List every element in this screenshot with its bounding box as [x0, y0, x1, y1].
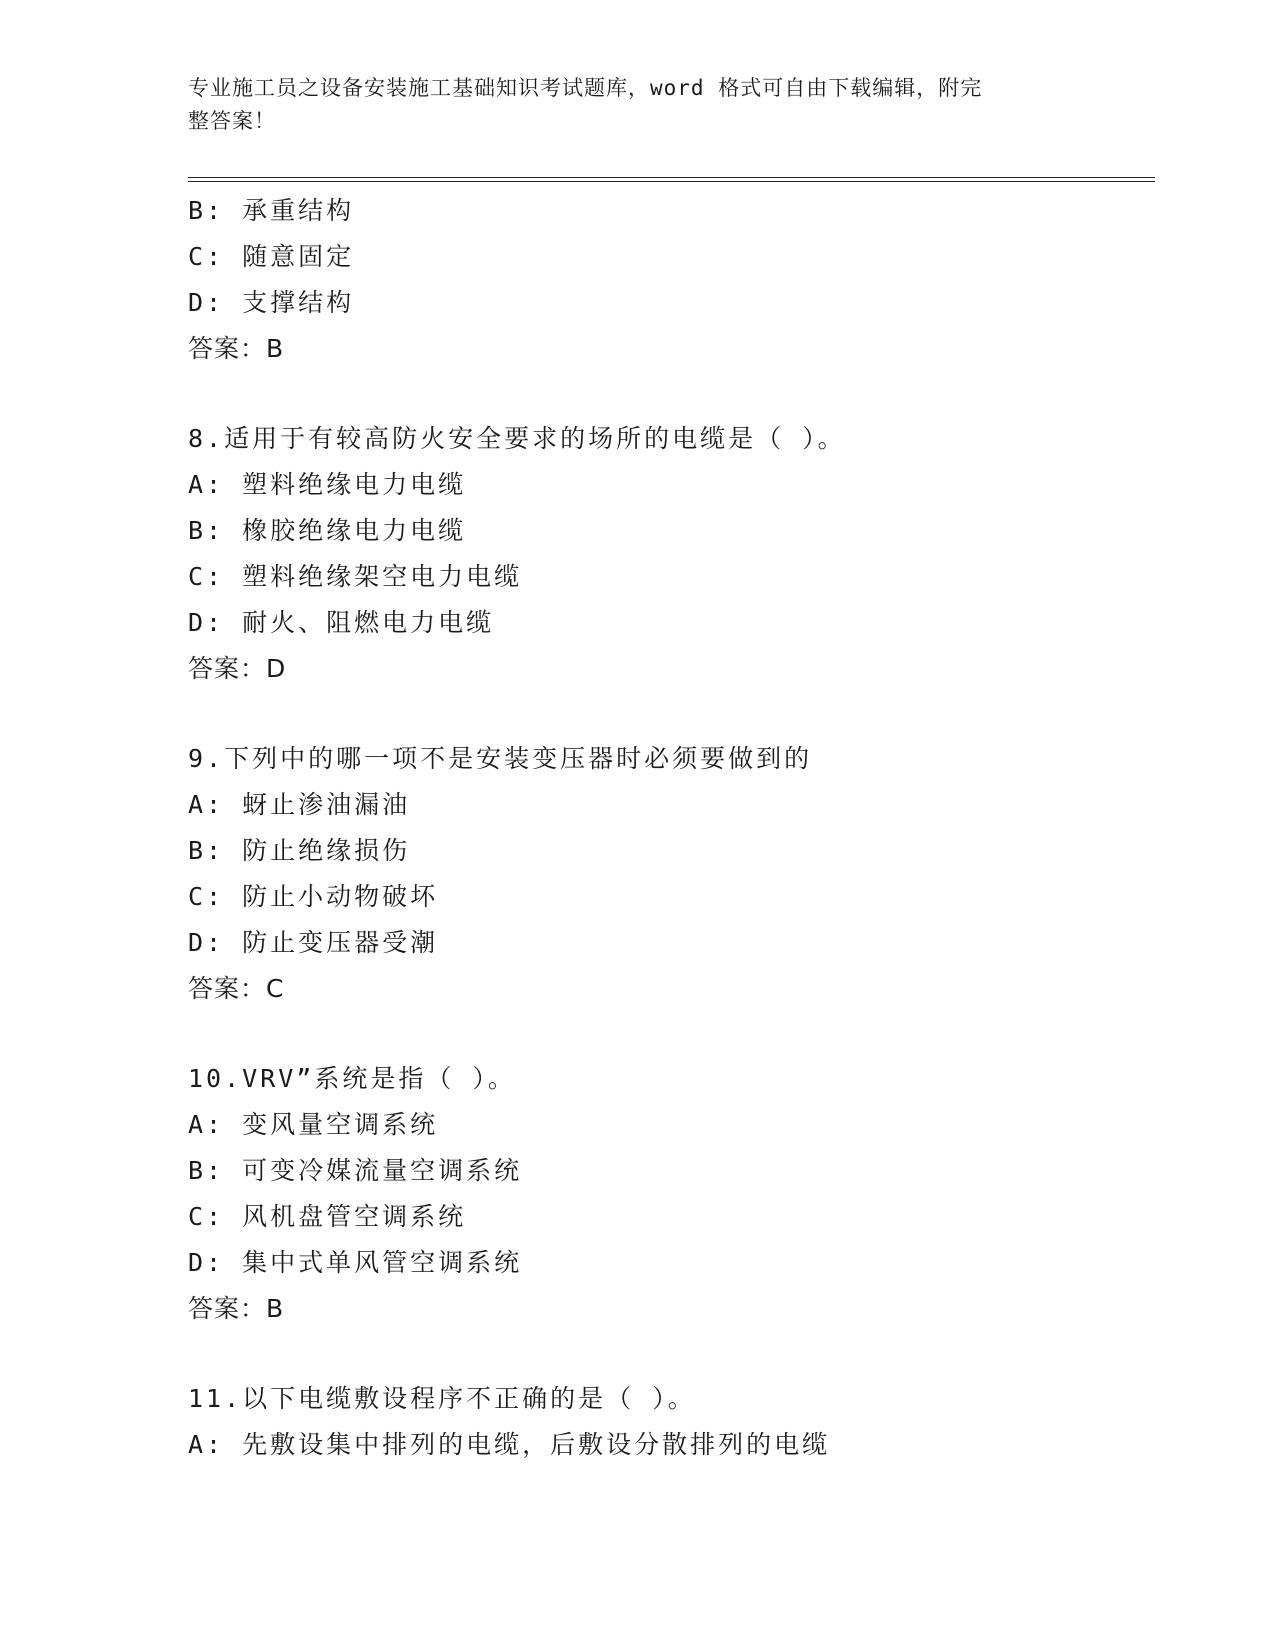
question-7-continued [188, 188, 1155, 372]
question-9 [188, 736, 1155, 1012]
document-header [188, 72, 1088, 138]
answer: 答案：D [188, 654, 287, 683]
header-line-2: 整答案！ [188, 109, 276, 133]
option-a: A: 变风量空调系统 [188, 1110, 439, 1139]
question-8 [188, 416, 1155, 692]
answer: 答案：B [188, 334, 285, 363]
option-d: D: 防止变压器受潮 [188, 928, 439, 957]
option-b: B: 防止绝缘损伤 [188, 836, 411, 865]
option-b: B: 橡胶绝缘电力电缆 [188, 516, 467, 545]
answer: 答案：C [188, 974, 285, 1003]
option-b: B: 可变冷媒流量空调系统 [188, 1156, 523, 1185]
header-divider-bottom [188, 181, 1155, 182]
question-stem: 8.适用于有较高防火安全要求的场所的电缆是（ ）。 [188, 424, 846, 453]
option-a: A: 先敷设集中排列的电缆，后敷设分散排列的电缆 [188, 1430, 831, 1459]
option-d: D: 集中式单风管空调系统 [188, 1248, 523, 1277]
header-line-1: 专业施工员之设备安装施工基础知识考试题库，word 格式可自由下载编辑，附完 [188, 76, 983, 100]
option-c: C: 随意固定 [188, 242, 355, 271]
header-divider-top [188, 177, 1155, 178]
question-stem: 9.下列中的哪一项不是安装变压器时必须要做到的 [188, 744, 813, 773]
option-c: C: 风机盘管空调系统 [188, 1202, 467, 1231]
option-c: C: 塑料绝缘架空电力电缆 [188, 562, 523, 591]
question-stem: 10.VRV”系统是指（ ）。 [188, 1064, 516, 1093]
option-c: C: 防止小动物破坏 [188, 882, 439, 911]
option-d: D: 耐火、阻燃电力电缆 [188, 608, 495, 637]
option-a: A: 蚜止渗油漏油 [188, 790, 411, 819]
question-11 [188, 1376, 1155, 1468]
question-10 [188, 1056, 1155, 1332]
option-d: D: 支撑结构 [188, 288, 355, 317]
option-a: A: 塑料绝缘电力电缆 [188, 470, 467, 499]
question-list [188, 188, 1155, 1468]
question-stem: 11.以下电缆敷设程序不正确的是（ ）。 [188, 1384, 696, 1413]
option-b: B: 承重结构 [188, 196, 355, 225]
answer: 答案：B [188, 1294, 285, 1323]
